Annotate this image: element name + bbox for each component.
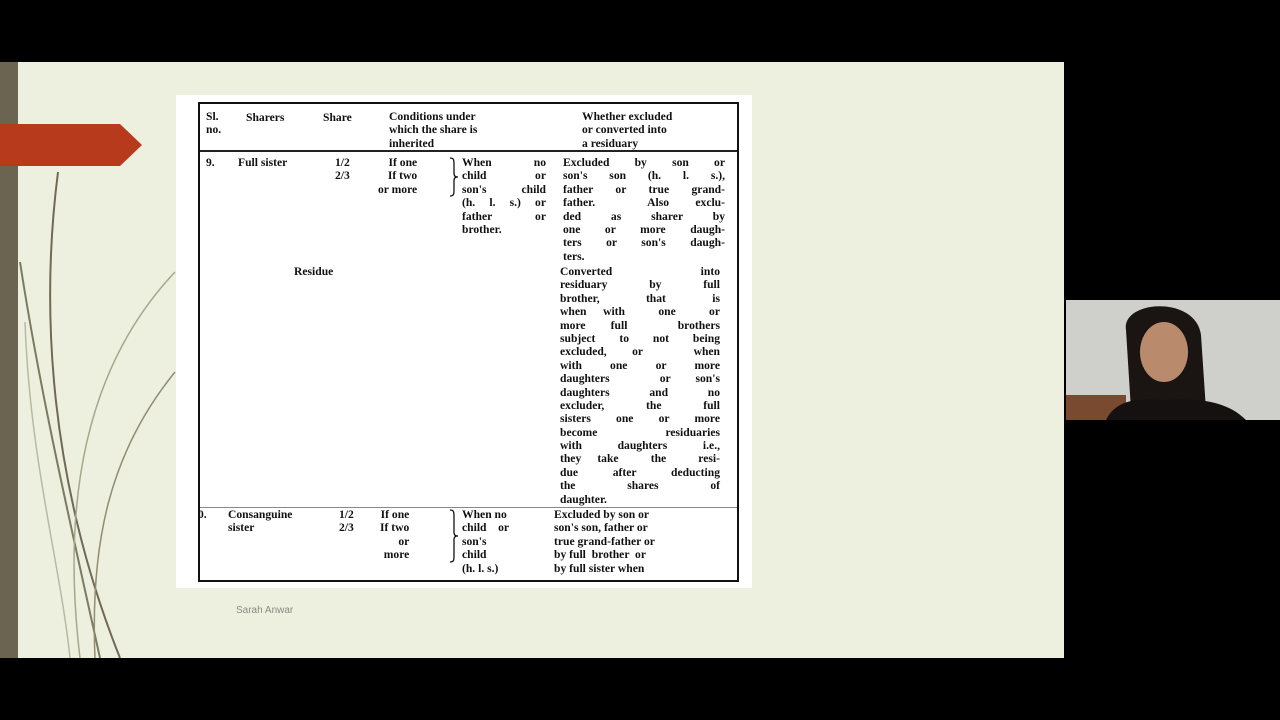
- text-line: father or true grand-: [563, 182, 725, 196]
- text-line: child or: [462, 169, 546, 183]
- text-line: daughters and no: [560, 385, 720, 399]
- slide-footer: Sarah Anwar: [236, 605, 294, 616]
- header-share: [323, 111, 352, 124]
- presenter-image: [1066, 300, 1280, 420]
- text-line: Sl.: [206, 110, 219, 123]
- text-line: by full sister when: [554, 561, 645, 575]
- text-line: or more: [378, 182, 418, 196]
- row-10-count: [380, 508, 409, 562]
- text-line: they take the resi-: [560, 452, 720, 466]
- row-10-share: [339, 508, 354, 535]
- text-line: child or: [462, 521, 510, 535]
- text-line: (h. l. s.): [462, 561, 499, 575]
- text-line: ded as sharer by: [563, 209, 725, 223]
- brace-icon: [449, 509, 459, 563]
- text-line: brother, that is: [560, 291, 720, 305]
- row-9-sl: [206, 156, 215, 169]
- text-line: no.: [206, 123, 222, 137]
- text-line: one or more daugh-: [563, 222, 725, 236]
- text-line: If two: [387, 169, 418, 183]
- text-line: due after deducting: [560, 465, 720, 479]
- text-line: when with one or: [560, 305, 720, 319]
- text-line: son's son (h. l. s.),: [563, 169, 725, 183]
- text-line: with daughters i.e.,: [560, 439, 720, 453]
- webcam-video: [1066, 300, 1280, 420]
- text-line: daughter.: [560, 492, 607, 506]
- text-line: more full brothers: [560, 318, 720, 332]
- text-line: Conditions under: [389, 110, 476, 123]
- text-line: 1/2: [339, 508, 354, 521]
- scanned-table-image: [176, 95, 752, 588]
- text-line: become residuaries: [560, 425, 720, 439]
- text-line: sisters one or more: [560, 412, 720, 426]
- text-line: Share: [323, 111, 352, 124]
- text-line: Consanguine: [228, 508, 293, 521]
- header-conditions: [389, 111, 477, 151]
- row-9-conditions: [462, 156, 546, 236]
- text-line: Sharers: [246, 111, 285, 124]
- header-excluded: [582, 111, 672, 151]
- text-line: When no: [462, 156, 546, 169]
- text-line: If one: [380, 508, 410, 521]
- text-line: (h. l. s.) or: [462, 196, 546, 210]
- text-line: sister: [228, 521, 255, 535]
- text-line: 2/3: [335, 169, 350, 183]
- text-line: Whether excluded: [582, 110, 673, 123]
- text-line: or: [398, 534, 410, 548]
- row-9-share: [335, 156, 350, 183]
- red-arrow-banner: [0, 124, 142, 166]
- text-line: son's: [462, 534, 487, 548]
- row-9-count: [378, 156, 417, 196]
- row-9-residue-label: Residue: [294, 265, 334, 278]
- text-line: excluded, or when: [560, 345, 720, 359]
- text-line: father. Also exclu-: [563, 196, 725, 210]
- text-line: Full sister: [238, 156, 288, 169]
- text-line: When no: [462, 508, 507, 521]
- text-line: residuary by full: [560, 278, 720, 292]
- text-line: by full brother or: [554, 548, 647, 562]
- text-line: son's son, father or: [554, 521, 648, 535]
- text-line: which the share is: [389, 123, 478, 137]
- text-line: If one: [388, 156, 418, 169]
- text-line: daughters or son's: [560, 372, 720, 386]
- row-10-conditions: [462, 508, 509, 575]
- row-10-excluded: [554, 508, 655, 575]
- text-line: Converted into: [560, 265, 720, 278]
- row-10-sl: [198, 508, 207, 521]
- text-line: 2/3: [339, 521, 354, 535]
- text-line: Excluded by son or: [554, 508, 650, 521]
- row-10-sharers: [228, 508, 292, 535]
- text-line: ters or son's daugh-: [563, 236, 725, 250]
- text-line: or converted into: [582, 123, 667, 137]
- text-line: 0.: [198, 508, 207, 521]
- text-line: father or: [462, 209, 546, 223]
- text-line: Excluded by son or: [563, 156, 725, 169]
- text-line: If two: [380, 521, 410, 535]
- row-9-excluded: [563, 156, 725, 263]
- text-line: inherited: [389, 136, 435, 150]
- text-line: 1/2: [335, 156, 350, 169]
- text-line: the shares of: [560, 479, 720, 493]
- text-line: excluder, the full: [560, 398, 720, 412]
- text-line: a residuary: [582, 136, 639, 150]
- brace-icon: [449, 157, 459, 197]
- row-9-sharers: [238, 156, 287, 169]
- text-line: ters.: [563, 249, 585, 263]
- text-line: brother.: [462, 222, 502, 236]
- presentation-slide: [0, 62, 1064, 658]
- text-line: true grand-father or: [554, 534, 655, 548]
- text-line: with one or more: [560, 358, 720, 372]
- text-line: 9.: [206, 156, 215, 169]
- inheritance-table: [198, 102, 739, 582]
- header-sl-no: [206, 111, 221, 138]
- row-9-residue: [560, 265, 720, 506]
- text-line: son's child: [462, 182, 546, 196]
- text-line: child: [462, 548, 487, 562]
- header-sharers: [246, 111, 284, 124]
- text-line: subject to not being: [560, 331, 720, 345]
- text-line: more: [383, 548, 410, 562]
